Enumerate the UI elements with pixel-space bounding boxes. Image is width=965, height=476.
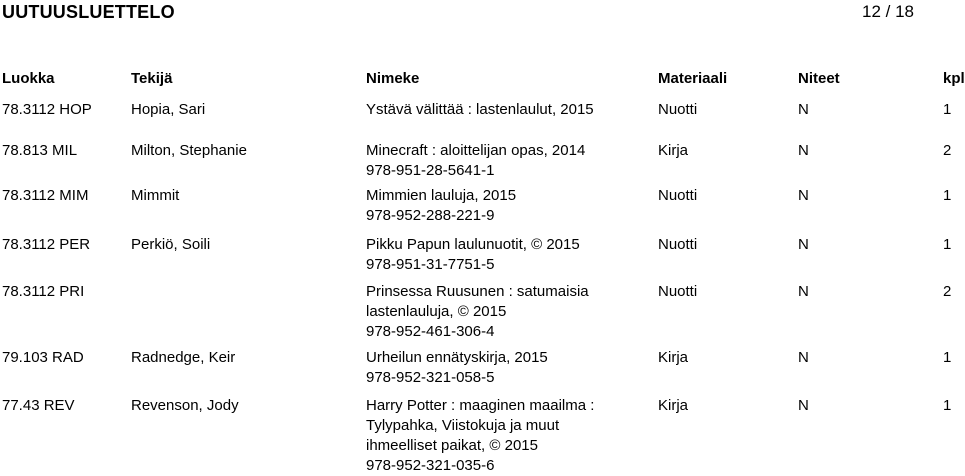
cell-niteet: N <box>798 101 809 118</box>
page-title: UUTUUSLUETTELO <box>2 2 175 22</box>
cell-niteet: N <box>798 142 809 159</box>
title-line: Ystävä välittää : lastenlaulut, 2015 <box>366 101 594 118</box>
title-line: Tylypahka, Viistokuja ja muut <box>366 417 560 434</box>
column-header-nimeke: Nimeke <box>366 70 420 87</box>
title-line: Mimmien lauluja, 2015 <box>366 187 517 204</box>
title-line: Minecraft : aloittelijan opas, 2014 <box>366 142 586 159</box>
cell-kpl: 2 <box>943 142 952 159</box>
cell-nimeke <box>366 186 516 226</box>
title-line: ihmeelliset paikat, © 2015 <box>366 437 538 454</box>
cell-nimeke <box>366 348 548 388</box>
cell-niteet: N <box>798 187 809 204</box>
page-current: 12 <box>861 2 881 21</box>
cell-luokka: 78.3112 HOP <box>2 101 92 118</box>
cell-luokka: 78.3112 PRI <box>2 283 85 300</box>
column-header-materiaali: Materiaali <box>658 70 728 87</box>
isbn: 978-952-288-221-9 <box>366 207 495 224</box>
isbn: 978-951-28-5641-1 <box>366 162 495 179</box>
cell-kpl: 1 <box>943 187 952 204</box>
cell-niteet: N <box>798 397 809 414</box>
title-line: Urheilun ennätyskirja, 2015 <box>366 349 548 366</box>
page-separator: / <box>880 2 896 21</box>
cell-tekija: Hopia, Sari <box>131 101 206 118</box>
isbn: 978-952-321-058-5 <box>366 369 495 386</box>
cell-kpl: 1 <box>943 397 952 414</box>
cell-materiaali: Nuotti <box>658 187 698 204</box>
column-header-tekija: Tekijä <box>131 70 173 87</box>
cell-luokka: 78.813 MIL <box>2 142 78 159</box>
cell-tekija: Milton, Stephanie <box>131 142 247 159</box>
cell-kpl: 1 <box>943 349 952 366</box>
cell-luokka: 78.3112 PER <box>2 236 91 253</box>
page-number <box>862 2 914 22</box>
isbn: 978-952-461-306-4 <box>366 323 495 340</box>
cell-nimeke <box>366 100 594 120</box>
cell-niteet: N <box>798 236 809 253</box>
column-header-niteet: Niteet <box>798 70 840 87</box>
title-line: Pikku Papun laulunuotit, © 2015 <box>366 236 580 253</box>
cell-niteet: N <box>798 283 809 300</box>
cell-tekija: Radnedge, Keir <box>131 349 236 366</box>
cell-nimeke <box>366 282 589 342</box>
column-header-kpl: kpl <box>943 70 965 87</box>
cell-luokka: 79.103 RAD <box>2 349 84 366</box>
cell-materiaali: Kirja <box>658 349 689 366</box>
cell-materiaali: Kirja <box>658 142 689 159</box>
cell-tekija: Mimmit <box>131 187 180 204</box>
title-line: lastenlauluja, © 2015 <box>366 303 507 320</box>
cell-materiaali: Nuotti <box>658 236 698 253</box>
cell-materiaali: Kirja <box>658 397 689 414</box>
cell-niteet: N <box>798 349 809 366</box>
cell-nimeke <box>366 235 580 275</box>
cell-nimeke <box>366 141 585 181</box>
cell-nimeke <box>366 396 594 476</box>
cell-materiaali: Nuotti <box>658 283 698 300</box>
cell-materiaali: Nuotti <box>658 101 698 118</box>
cell-kpl: 2 <box>943 283 952 300</box>
cell-tekija: Revenson, Jody <box>131 397 239 414</box>
cell-luokka: 77.43 REV <box>2 397 75 414</box>
cell-kpl: 1 <box>943 236 952 253</box>
isbn: 978-952-321-035-6 <box>366 457 495 474</box>
title-line: Prinsessa Ruusunen : satumaisia <box>366 283 589 300</box>
title-line: Harry Potter : maaginen maailma : <box>366 397 595 414</box>
cell-luokka: 78.3112 MIM <box>2 187 89 204</box>
cell-kpl: 1 <box>943 101 952 118</box>
column-header-luokka: Luokka <box>2 70 55 87</box>
cell-tekija: Perkiö, Soili <box>131 236 211 253</box>
page-total: 18 <box>895 2 914 21</box>
isbn: 978-951-31-7751-5 <box>366 256 495 273</box>
